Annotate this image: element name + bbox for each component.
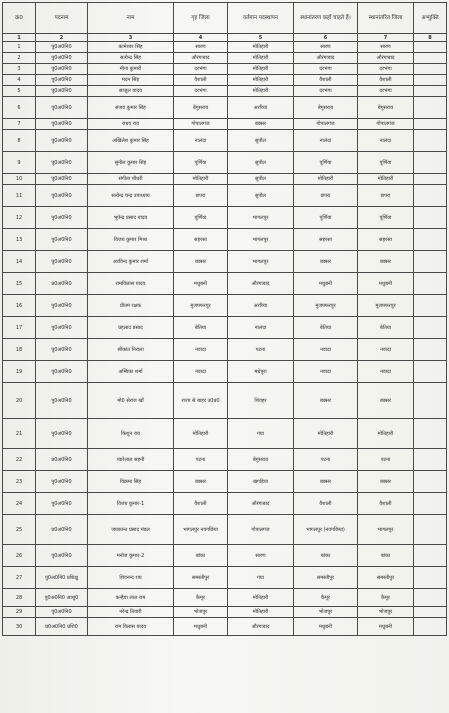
cell-remarks <box>414 42 447 53</box>
header-desired-transfer: स्थानांतरण कहाँ चाहते हैं। <box>294 3 358 34</box>
cell-name: सत्येन्द्र चन्द्र उपाध्याय <box>88 185 174 207</box>
cell-name: श्रीकांत निराला <box>88 339 174 361</box>
cell-remarks <box>414 86 447 97</box>
cell-name: कन्हैया लाल राम <box>88 589 174 607</box>
cell-post: पु0अ0नि0 प्रशिक्षु <box>36 567 88 589</box>
cell-desired-transfer: भागलपुर (नवगछिया) <box>294 515 358 545</box>
cell-transferred-district: नालंदा <box>358 130 414 152</box>
table-row <box>3 130 447 152</box>
cell-post: पु0अ0नि0 <box>36 185 88 207</box>
cell-remarks <box>414 545 447 567</box>
cell-remarks <box>414 130 447 152</box>
cell-serial: 21 <box>3 419 36 449</box>
cell-post: पु0अ0नि0 <box>36 229 88 251</box>
cell-desired-transfer: मुजफ्फरपुर <box>294 295 358 317</box>
cell-desired-transfer: बेतिया <box>294 317 358 339</box>
cell-current-posting: सुपौल <box>228 130 294 152</box>
cell-current-posting: सुपौल <box>228 174 294 185</box>
cell-serial: 22 <box>3 449 36 471</box>
cell-desired-transfer: नवादा <box>294 339 358 361</box>
table-row <box>3 273 447 295</box>
cell-name: जयकान्त प्रसाद मंडल <box>88 515 174 545</box>
cell-post: पु0अ0नि0 <box>36 295 88 317</box>
cell-name: प्रहलाद प्रसाद <box>88 317 174 339</box>
cell-name: नरेन्द्र तिवारी <box>88 607 174 618</box>
cell-desired-transfer: वैशाली <box>294 493 358 515</box>
cell-serial: 13 <box>3 229 36 251</box>
table-row <box>3 295 447 317</box>
header-row <box>3 3 447 34</box>
cell-desired-transfer: मधुबनी <box>294 273 358 295</box>
cell-transferred-district: पूर्णिया <box>358 207 414 229</box>
table-row <box>3 42 447 53</box>
cell-transferred-district: कैमूर <box>358 589 414 607</box>
cell-current-posting: सुपौल <box>228 185 294 207</box>
cell-remarks <box>414 607 447 618</box>
cell-remarks <box>414 251 447 273</box>
table-row <box>3 229 447 251</box>
cell-post: पु0अ0नि0 <box>36 361 88 383</box>
cell-transferred-district: बेतिया <box>358 317 414 339</box>
cell-name: शिवनन्द राय <box>88 567 174 589</box>
cell-serial: 28 <box>3 589 36 607</box>
cell-name: प्रीतम रक्षक <box>88 295 174 317</box>
cell-post: पु0अ0नि0 <box>36 339 88 361</box>
cell-serial: 20 <box>3 383 36 419</box>
table-row <box>3 339 447 361</box>
cell-remarks <box>414 152 447 174</box>
cell-home-district: भोजपुर <box>174 607 228 618</box>
cell-remarks <box>414 339 447 361</box>
table-row <box>3 53 447 64</box>
cell-home-district: बक्सर <box>174 251 228 273</box>
cell-desired-transfer: दरभंगा <box>294 86 358 97</box>
table-row <box>3 174 447 185</box>
cell-home-district: बक्सर <box>174 471 228 493</box>
cell-serial: 30 <box>3 618 36 636</box>
table-row <box>3 251 447 273</box>
cell-name: किशुन राय <box>88 419 174 449</box>
cell-serial: 16 <box>3 295 36 317</box>
cell-transferred-district: बक्सर <box>358 251 414 273</box>
cell-home-district: नवादा <box>174 339 228 361</box>
cell-current-posting: मधेपुरा <box>228 361 294 383</box>
cell-post: पु0अ0नि0 <box>36 207 88 229</box>
cell-serial: 8 <box>3 130 36 152</box>
cell-transferred-district: नवादा <box>358 339 414 361</box>
table-row <box>3 471 447 493</box>
cell-transferred-district: सारण <box>358 42 414 53</box>
cell-desired-transfer: नालंदा <box>294 130 358 152</box>
cell-remarks <box>414 493 447 515</box>
cell-desired-transfer: सहरसा <box>294 229 358 251</box>
cell-current-posting: मोतिहारी <box>228 53 294 64</box>
cell-post: प्र0अ0नि0 प्रशि0 <box>36 618 88 636</box>
cell-current-posting: अररिया <box>228 97 294 119</box>
cell-current-posting: पटना <box>228 339 294 361</box>
cell-transferred-district: गोपालगंज <box>358 119 414 130</box>
cell-post: पु0अ0नि0 <box>36 42 88 53</box>
cell-current-posting: गया <box>228 419 294 449</box>
cell-name: विजय कुमार मिश्रा <box>88 229 174 251</box>
cell-post: प्र0अ0नि0 <box>36 273 88 295</box>
cell-current-posting: भागलपुर <box>228 207 294 229</box>
cell-remarks <box>414 295 447 317</box>
cell-current-posting: मोतिहारी <box>228 64 294 75</box>
cell-transferred-district: बक्सर <box>358 383 414 419</box>
cell-post: पु0अ0नि0 <box>36 251 88 273</box>
cell-name: कामेश्वर सिंह <box>88 42 174 53</box>
cell-remarks <box>414 449 447 471</box>
cell-serial: 25 <box>3 515 36 545</box>
cell-name: विजय कुमार-1 <box>88 493 174 515</box>
cell-desired-transfer: मधुबनी <box>294 618 358 636</box>
cell-name: साजुल यादव <box>88 86 174 97</box>
cell-current-posting: नालंदा <box>228 317 294 339</box>
cell-current-posting: बेगुसराय <box>228 449 294 471</box>
cell-remarks <box>414 53 447 64</box>
cell-post: पु0अ0नि0 <box>36 64 88 75</box>
cell-current-posting: खगड़िया <box>228 471 294 493</box>
cell-remarks <box>414 618 447 636</box>
cell-serial: 1 <box>3 42 36 53</box>
cell-remarks <box>414 589 447 607</box>
cell-home-district: बांका <box>174 545 228 567</box>
cell-transferred-district: मुजफ्फरपुर <box>358 295 414 317</box>
cell-home-district: सहरसा <box>174 229 228 251</box>
table-row <box>3 607 447 618</box>
cell-home-district: औरंगाबाद <box>174 53 228 64</box>
cell-name: संजय कुमार सिंह <box>88 97 174 119</box>
cell-transferred-district: बेगुसराय <box>358 97 414 119</box>
table-row <box>3 64 447 75</box>
cell-current-posting: मोतिहारी <box>228 42 294 53</box>
cell-desired-transfer: कैमूर <box>294 589 358 607</box>
cell-post: पु0अ0नि0 <box>36 97 88 119</box>
cell-current-posting: शिवहर <box>228 383 294 419</box>
cell-desired-transfer: गोपालगंज <box>294 119 358 130</box>
column-number-row <box>3 34 447 42</box>
cell-post: पु0अ0नि0 <box>36 86 88 97</box>
cell-post: पु0अ0नि0 <box>36 607 88 618</box>
cell-current-posting: सारण <box>228 545 294 567</box>
cell-remarks <box>414 471 447 493</box>
cell-serial: 27 <box>3 567 36 589</box>
cell-post: पु0अ0नि0 <box>36 75 88 86</box>
cell-name: रामविलास यादव <box>88 273 174 295</box>
cell-home-district: नालंदा <box>174 130 228 152</box>
cell-home-district: पटना <box>174 449 228 471</box>
cell-transferred-district: भागलपुर <box>358 515 414 545</box>
table-row <box>3 618 447 636</box>
table-row <box>3 449 447 471</box>
column-number: 6 <box>294 34 358 42</box>
table-row <box>3 383 447 419</box>
cell-desired-transfer: पटना <box>294 449 358 471</box>
cell-serial: 26 <box>3 545 36 567</box>
cell-name: राधव राय <box>88 119 174 130</box>
cell-home-district: पूर्णिया <box>174 207 228 229</box>
cell-home-district: पूर्णिया <box>174 152 228 174</box>
cell-transferred-district: मोतिहारी <box>358 419 414 449</box>
cell-current-posting: औरंगाबाद <box>228 493 294 515</box>
cell-desired-transfer: पूर्णिया <box>294 207 358 229</box>
table-row <box>3 419 447 449</box>
cell-remarks <box>414 64 447 75</box>
cell-name: मीना कुमारी <box>88 64 174 75</box>
cell-remarks <box>414 97 447 119</box>
cell-serial: 11 <box>3 185 36 207</box>
cell-serial: 5 <box>3 86 36 97</box>
cell-home-district: नवादा <box>174 361 228 383</box>
cell-name: अम्बिका शर्मा <box>88 361 174 383</box>
cell-current-posting: गया <box>228 567 294 589</box>
cell-home-district: कैमूर <box>174 589 228 607</box>
table-row <box>3 185 447 207</box>
cell-transferred-district: समस्तीपुर <box>358 567 414 589</box>
header-current-posting: वर्तमान पदस्थापन <box>228 3 294 34</box>
cell-home-district: मधुबनी <box>174 618 228 636</box>
cell-transferred-district: नवादा <box>358 361 414 383</box>
cell-current-posting: अररिया <box>228 295 294 317</box>
cell-desired-transfer: पूर्णिया <box>294 152 358 174</box>
cell-post: पु0अ0नि0 <box>36 119 88 130</box>
cell-name: मनोज कुमार-2 <box>88 545 174 567</box>
cell-remarks <box>414 174 447 185</box>
table-row <box>3 567 447 589</box>
cell-transferred-district: बांका <box>358 545 414 567</box>
cell-home-district: मधुबनी <box>174 273 228 295</box>
cell-desired-transfer: समस्तीपुर <box>294 567 358 589</box>
table-row <box>3 119 447 130</box>
cell-name: प्यारेलाल सहनी <box>88 449 174 471</box>
cell-serial: 17 <box>3 317 36 339</box>
cell-home-district: दरभंगा <box>174 86 228 97</box>
cell-post: प्र0अ0नि0 <box>36 449 88 471</box>
table-row <box>3 545 447 567</box>
cell-remarks <box>414 419 447 449</box>
cell-current-posting: मोतिहारी <box>228 86 294 97</box>
cell-desired-transfer: सारण <box>294 42 358 53</box>
column-number: 8 <box>414 34 447 42</box>
cell-post: पु0अ0नि0 <box>36 419 88 449</box>
header-serial: क्र0 <box>3 3 36 34</box>
header-name: नाम <box>88 3 174 34</box>
cell-post: पु0अ0नि0 <box>36 152 88 174</box>
cell-name: विक्रमा सिंह <box>88 471 174 493</box>
cell-serial: 9 <box>3 152 36 174</box>
transfer-register-table <box>2 2 447 636</box>
cell-remarks <box>414 515 447 545</box>
cell-current-posting: औरंगाबाद <box>228 618 294 636</box>
cell-desired-transfer: बक्सर <box>294 383 358 419</box>
cell-home-district: बेगुसराय <box>174 97 228 119</box>
cell-name: अखिलेश कुमार सिंह <box>88 130 174 152</box>
cell-transferred-district: पूर्णिया <box>358 152 414 174</box>
cell-home-district: छपरा <box>174 185 228 207</box>
cell-transferred-district: मधुबनी <box>358 273 414 295</box>
column-number: 4 <box>174 34 228 42</box>
column-number: 3 <box>88 34 174 42</box>
cell-transferred-district: बक्सर <box>358 471 414 493</box>
cell-transferred-district: मोतिहारी <box>358 174 414 185</box>
cell-transferred-district: सहरसा <box>358 229 414 251</box>
cell-serial: 24 <box>3 493 36 515</box>
table-row <box>3 207 447 229</box>
cell-home-district: वैशाली <box>174 75 228 86</box>
table-row <box>3 152 447 174</box>
header-home-district: गृह जिला <box>174 3 228 34</box>
cell-desired-transfer: बक्सर <box>294 471 358 493</box>
cell-name: सत्येन्द्र सिंह <box>88 53 174 64</box>
cell-post: पु0अ0नि0 आशु0 <box>36 589 88 607</box>
table-body <box>3 42 447 636</box>
table-row <box>3 361 447 383</box>
cell-name: राम विलास यादव <box>88 618 174 636</box>
cell-serial: 15 <box>3 273 36 295</box>
cell-serial: 10 <box>3 174 36 185</box>
cell-name: अरविन्द कुमार शर्मा <box>88 251 174 273</box>
cell-home-district: समस्तीपुर <box>174 567 228 589</box>
table-row <box>3 589 447 607</box>
column-number: 5 <box>228 34 294 42</box>
cell-post: पु0अ0नि0 <box>36 493 88 515</box>
cell-desired-transfer: नवादा <box>294 361 358 383</box>
cell-post: प्र0अ0नि0 <box>36 515 88 545</box>
cell-current-posting: मोतिहारी <box>228 75 294 86</box>
cell-home-district: मोतिहारी <box>174 174 228 185</box>
cell-home-district: वैशाली <box>174 493 228 515</box>
cell-current-posting: बक्सर <box>228 119 294 130</box>
cell-home-district: राज्य से बाहर उ0प्र0 <box>174 383 228 419</box>
cell-desired-transfer: औरंगाबाद <box>294 53 358 64</box>
cell-name: मो0 सेराज खॉं <box>88 383 174 419</box>
cell-transferred-district: औरंगाबाद <box>358 53 414 64</box>
cell-serial: 2 <box>3 53 36 64</box>
cell-transferred-district: छपरा <box>358 185 414 207</box>
cell-post: पु0अ0नि0 <box>36 130 88 152</box>
cell-desired-transfer: बांका <box>294 545 358 567</box>
table-row <box>3 515 447 545</box>
cell-post: पु0अ0नि0 <box>36 174 88 185</box>
header-transferred-district: स्थानांतरित जिला <box>358 3 414 34</box>
cell-serial: 18 <box>3 339 36 361</box>
header-post: पदनाम <box>36 3 88 34</box>
table-row <box>3 97 447 119</box>
cell-desired-transfer: बक्सर <box>294 251 358 273</box>
cell-desired-transfer: बेगुसराय <box>294 97 358 119</box>
cell-name: मदन सिंह <box>88 75 174 86</box>
cell-desired-transfer: मोतिहारी <box>294 174 358 185</box>
cell-name: भूपेन्द्र प्रसाद यादव <box>88 207 174 229</box>
cell-remarks <box>414 317 447 339</box>
cell-remarks <box>414 273 447 295</box>
cell-current-posting: मोतिहारी <box>228 589 294 607</box>
cell-name: संगीता चौधरी <box>88 174 174 185</box>
cell-serial: 12 <box>3 207 36 229</box>
cell-current-posting: सुपौल <box>228 152 294 174</box>
cell-home-district: मुजफ्फरपुर <box>174 295 228 317</box>
column-number: 1 <box>3 34 36 42</box>
cell-current-posting: मोतिहारी <box>228 607 294 618</box>
cell-desired-transfer: भोजपुर <box>294 607 358 618</box>
cell-desired-transfer: छपरा <box>294 185 358 207</box>
cell-current-posting: औरंगाबाद <box>228 273 294 295</box>
column-number: 7 <box>358 34 414 42</box>
cell-transferred-district: दरभंगा <box>358 86 414 97</box>
cell-current-posting: गोपालगंज <box>228 515 294 545</box>
table-row <box>3 493 447 515</box>
cell-serial: 3 <box>3 64 36 75</box>
cell-home-district: भागलपुर नवगछिया <box>174 515 228 545</box>
cell-serial: 23 <box>3 471 36 493</box>
cell-desired-transfer: वैशाली <box>294 75 358 86</box>
cell-post: पु0अ0नि0 <box>36 545 88 567</box>
cell-remarks <box>414 383 447 419</box>
cell-home-district: बेतिया <box>174 317 228 339</box>
cell-transferred-district: दरभंगा <box>358 64 414 75</box>
table-row <box>3 86 447 97</box>
cell-remarks <box>414 207 447 229</box>
cell-transferred-district: वैशाली <box>358 493 414 515</box>
table-row <box>3 317 447 339</box>
cell-current-posting: भागलपुर <box>228 229 294 251</box>
cell-transferred-district: वैशाली <box>358 75 414 86</box>
cell-serial: 19 <box>3 361 36 383</box>
cell-serial: 4 <box>3 75 36 86</box>
cell-serial: 7 <box>3 119 36 130</box>
cell-remarks <box>414 119 447 130</box>
cell-serial: 14 <box>3 251 36 273</box>
cell-home-district: गोपालगंज <box>174 119 228 130</box>
cell-post: पु0अ0नि0 <box>36 317 88 339</box>
cell-home-district: सारण <box>174 42 228 53</box>
header-remarks: अभ्युक्ति <box>414 3 447 34</box>
column-number: 2 <box>36 34 88 42</box>
cell-remarks <box>414 185 447 207</box>
cell-remarks <box>414 229 447 251</box>
cell-home-district: मोतिहारी <box>174 419 228 449</box>
cell-name: सुनील कुमार सिंह <box>88 152 174 174</box>
cell-remarks <box>414 361 447 383</box>
cell-remarks <box>414 567 447 589</box>
cell-transferred-district: भोजपुर <box>358 607 414 618</box>
cell-post: पु0अ0नि0 <box>36 471 88 493</box>
cell-transferred-district: पटना <box>358 449 414 471</box>
cell-transferred-district: मधुबनी <box>358 618 414 636</box>
cell-post: पु0अ0नि0 <box>36 383 88 419</box>
cell-serial: 6 <box>3 97 36 119</box>
cell-desired-transfer: दरभंगा <box>294 64 358 75</box>
table-row <box>3 75 447 86</box>
cell-desired-transfer: मोतिहारी <box>294 419 358 449</box>
cell-current-posting: भागलपुर <box>228 251 294 273</box>
cell-post: पु0अ0नि0 <box>36 53 88 64</box>
cell-remarks <box>414 75 447 86</box>
cell-serial: 29 <box>3 607 36 618</box>
cell-home-district: दरभंगा <box>174 64 228 75</box>
